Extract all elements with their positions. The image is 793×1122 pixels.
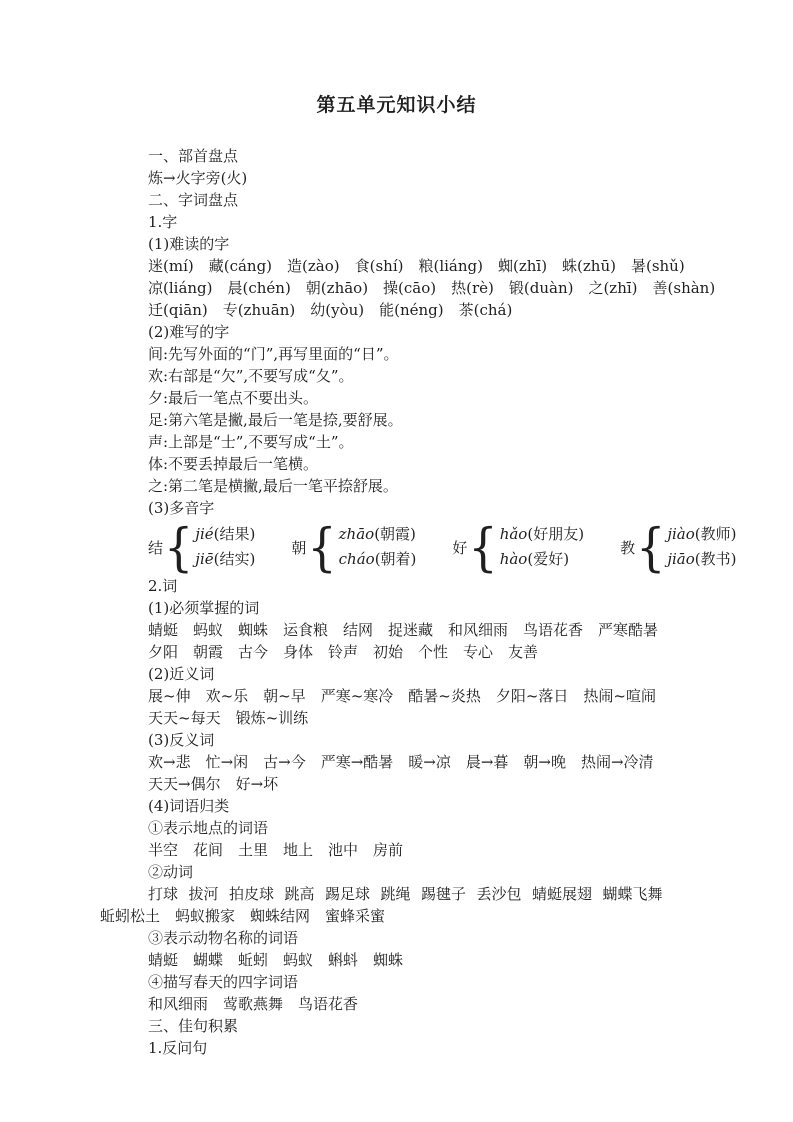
example-word: (教师) bbox=[694, 525, 737, 543]
polyphonic-reading bbox=[500, 547, 584, 572]
doc-line: 蜻蜓 蚂蚁 蜘蛛 运食粮 结网 捉迷藏 和风细雨 鸟语花香 严寒酷暑 bbox=[148, 621, 659, 639]
example-word: (朝霞) bbox=[374, 525, 416, 543]
polyphonic-readings bbox=[500, 522, 584, 572]
polyphonic-group bbox=[291, 516, 417, 578]
polyphonic-readings bbox=[195, 522, 255, 572]
polyphonic-reading bbox=[500, 522, 584, 547]
polyphonic-reading bbox=[339, 547, 417, 572]
doc-line: 1.反问句 bbox=[148, 1039, 208, 1057]
doc-line: ④描写春天的四字词语 bbox=[148, 973, 299, 991]
pinyin-text: hào bbox=[499, 550, 528, 568]
doc-line: 半空 花间 土里 地上 池中 房前 bbox=[148, 841, 404, 859]
doc-line: 展~伸 欢~乐 朝~早 严寒~寒冷 酷暑~炎热 夕阳~落日 热闹~喧闹 bbox=[148, 687, 656, 705]
polyphonic-reading bbox=[195, 547, 255, 572]
doc-line: 二、字词盘点 bbox=[148, 191, 239, 209]
polyphonic-reading bbox=[195, 522, 255, 547]
polyphonic-character: 朝 bbox=[291, 538, 307, 557]
polyphonic-readings bbox=[339, 522, 417, 572]
doc-line: 声:上部是“士”,不要写成“土”。 bbox=[148, 433, 354, 451]
example-word: (爱好) bbox=[527, 550, 570, 568]
example-word: (结实) bbox=[213, 550, 256, 568]
doc-line: 蜻蜓 蝴蝶 蚯蚓 蚂蚁 蝌蚪 蜘蛛 bbox=[148, 951, 404, 969]
doc-line: 夕:最后一笔点不要出头。 bbox=[148, 389, 319, 407]
polyphonic-row bbox=[148, 516, 737, 578]
doc-line: 间:先写外面的“门”,再写里面的“日”。 bbox=[148, 345, 399, 363]
doc-line: 夕阳 朝霞 古今 身体 铃声 初始 个性 专心 友善 bbox=[148, 643, 539, 661]
doc-line: 天天~每天 锻炼~训练 bbox=[148, 709, 309, 727]
pinyin-text: cháo bbox=[338, 550, 375, 568]
example-word: (教书) bbox=[694, 550, 737, 568]
polyphonic-reading bbox=[667, 522, 736, 547]
doc-line: (4)词语归类 bbox=[148, 797, 230, 815]
doc-line: 打球 拔河 拍皮球 跳高 踢足球 跳绳 踢毽子 丢沙包 蜻蜓展翅 蝴蝶飞舞 bbox=[148, 885, 663, 903]
polyphonic-character: 好 bbox=[452, 538, 468, 557]
doc-line: 1.字 bbox=[148, 213, 178, 231]
doc-line: (1)难读的字 bbox=[148, 235, 230, 253]
doc-line: ①表示地点的词语 bbox=[148, 819, 269, 837]
example-word: (好朋友) bbox=[527, 525, 585, 543]
polyphonic-group bbox=[148, 516, 256, 578]
polyphonic-readings bbox=[667, 522, 736, 572]
doc-line: (2)难写的字 bbox=[148, 323, 230, 341]
pinyin-text: jiē bbox=[195, 550, 214, 568]
doc-line: 凉(liáng) 晨(chén) 朝(zhāo) 操(cāo) 热(rè) 锻(duàn) 之(zhī) 善(shàn) bbox=[148, 279, 716, 297]
doc-line: 欢:右部是“欠”,不要写成“夂”。 bbox=[148, 367, 354, 385]
doc-line: 迷(mí) 藏(cáng) 造(zào) 食(shí) 粮(liáng) 蜘(zhī) 蛛(zhū) 暑(shǔ) bbox=[148, 257, 685, 275]
brace-icon: { bbox=[307, 516, 337, 578]
doc-line: 迁(qiān) 专(zhuān) 幼(yòu) 能(néng) 茶(chá) bbox=[148, 301, 513, 319]
doc-line: (3)多音字 bbox=[148, 499, 215, 517]
polyphonic-group bbox=[452, 516, 585, 578]
doc-line: 之:第二笔是横撇,最后一笔平捺舒展。 bbox=[148, 477, 398, 495]
doc-line: 一、部首盘点 bbox=[148, 147, 239, 165]
example-word: (朝着) bbox=[374, 550, 417, 568]
page-title: 第五单元知识小结 bbox=[316, 94, 477, 116]
doc-line: ②动词 bbox=[148, 863, 194, 881]
doc-line: 体:不要丢掉最后一笔横。 bbox=[148, 455, 319, 473]
doc-line: ③表示动物名称的词语 bbox=[148, 929, 299, 947]
brace-icon: { bbox=[468, 516, 498, 578]
doc-line: 三、佳句积累 bbox=[148, 1017, 239, 1035]
polyphonic-group bbox=[620, 516, 737, 578]
polyphonic-character: 教 bbox=[620, 538, 636, 557]
polyphonic-character: 结 bbox=[148, 538, 164, 557]
doc-line: 炼→火字旁(火) bbox=[148, 169, 248, 187]
pinyin-text: jiào bbox=[667, 525, 695, 543]
polyphonic-reading bbox=[667, 547, 736, 572]
example-word: (结果) bbox=[213, 525, 256, 543]
pinyin-text: jiāo bbox=[667, 550, 695, 568]
brace-icon: { bbox=[164, 516, 194, 578]
document-body bbox=[100, 145, 737, 1059]
pinyin-text: zhāo bbox=[338, 525, 375, 543]
doc-line: (2)近义词 bbox=[148, 665, 215, 683]
polyphonic-reading bbox=[339, 522, 417, 547]
doc-line: (1)必须掌握的词 bbox=[148, 599, 260, 617]
doc-line: 和风细雨 莺歌燕舞 鸟语花香 bbox=[148, 995, 359, 1013]
doc-line: 足:第六笔是撇,最后一笔是捺,要舒展。 bbox=[148, 411, 403, 429]
doc-line: 2.词 bbox=[148, 577, 178, 595]
doc-line: 天天→偶尔 好→坏 bbox=[148, 775, 279, 793]
doc-line: (3)反义词 bbox=[148, 731, 215, 749]
brace-icon: { bbox=[636, 516, 666, 578]
pinyin-text: hǎo bbox=[499, 525, 528, 543]
doc-line: 蚯蚓松土 蚂蚁搬家 蜘蛛结网 蜜蜂采蜜 bbox=[100, 907, 386, 925]
pinyin-text: jié bbox=[195, 525, 214, 543]
doc-line: 欢→悲 忙→闲 古→今 严寒→酷暑 暖→凉 晨→暮 朝→晚 热闹→冷清 bbox=[148, 753, 654, 771]
